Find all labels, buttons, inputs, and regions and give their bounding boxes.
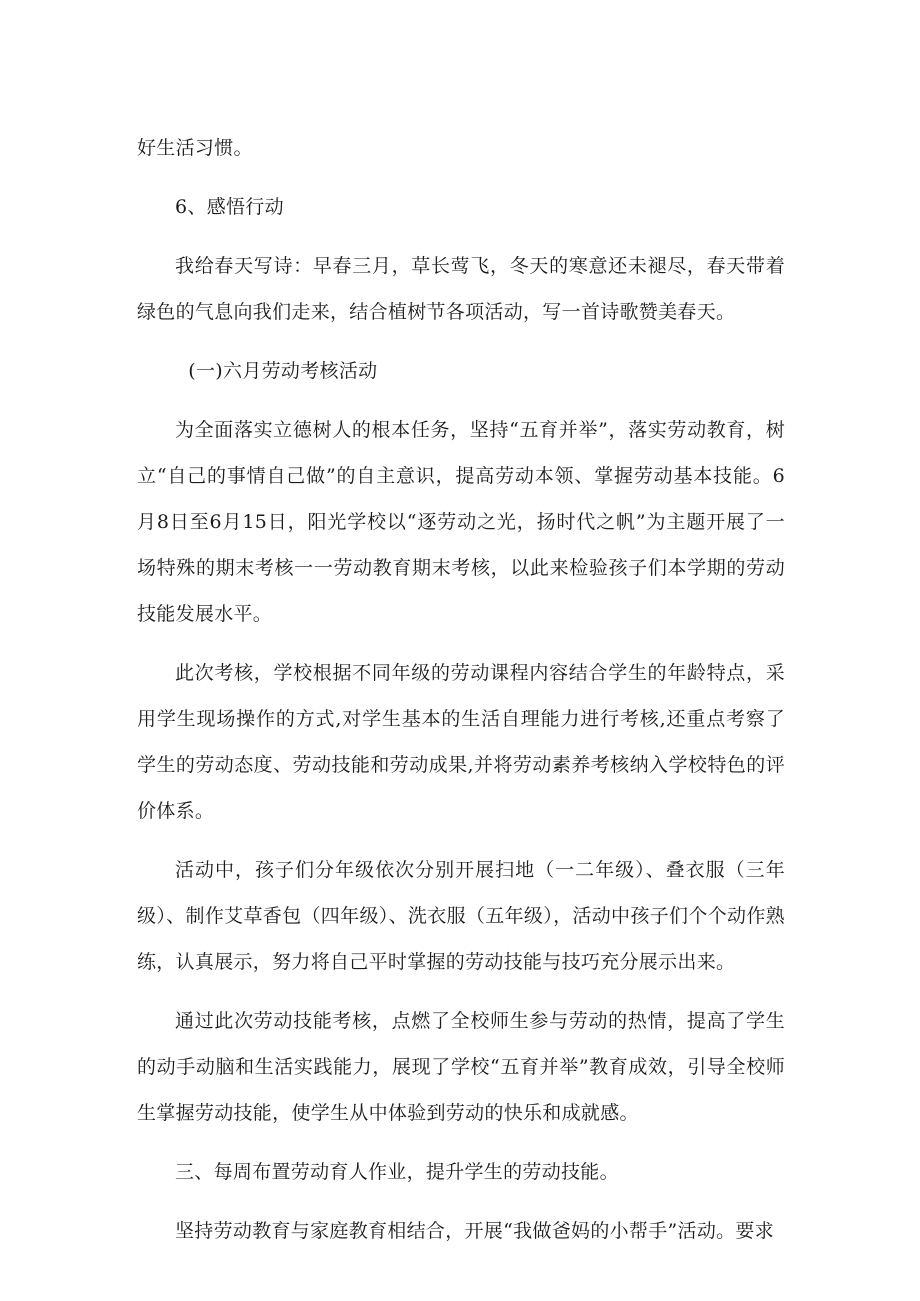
document-body (137, 125, 785, 1267)
section-heading-june-assessment: (一)六月劳动考核活动 (188, 360, 378, 382)
section-heading-6: 6、感悟行动 (175, 196, 284, 218)
paragraph-spring-poem: 我给春天写诗：早春三月，草长莺飞，冬天的寒意还未褪尽，春天带着绿色的气息向我们走来，结合植树节各项活动，写一首诗歌赞美春天。 (137, 255, 785, 323)
paragraph-family-education: 坚持劳动教育与家庭教育相结合，开展“我做爸妈的小帮手”活动。要求 (175, 1220, 775, 1242)
paragraph-assessment-intro: 为全面落实立德树人的根本任务，坚持“五育并举”，落实劳动教育，树立“自己的事情自己做”的自主意识，提高劳动本领、掌握劳动基本技能。6月8日至6月15日，阳光学校以“逐劳动之光，扬时代之帆”为主题开展了一场特殊的期末考核一一劳动教育期末考核，以此来检验孩子们本学期的劳动技能发展水平。 (137, 419, 785, 625)
paragraph-activities: 活动中，孩子们分年级依次分别开展扫地（一二年级）、叠衣服（三年级）、制作艾草香包（四年级）、洗衣服（五年级），活动中孩子们个个动作熟练，认真展示，努力将自己平时掌握的劳动技能与技巧充分展示出来。 (137, 859, 785, 973)
paragraph-assessment-method: 此次考核，学校根据不同年级的劳动课程内容结合学生的年龄特点，采用学生现场操作的方式,对学生基本的生活自理能力进行考核,还重点考察了学生的劳动态度、劳动技能和劳动成果,并将劳动素养考核纳入学校特色的评价体系。 (137, 662, 785, 822)
paragraph-continuation: 好生活习惯。 (137, 137, 253, 159)
paragraph-outcome: 通过此次劳动技能考核，点燃了全校师生参与劳动的热情，提高了学生的动手动脑和生活实践能力，展现了学校“五育并举”教育成效，引导全校师生掌握劳动技能，使学生从中体验到劳动的快乐和成就感。 (137, 1010, 785, 1124)
section-heading-3: 三、每周布置劳动育人作业，提升学生的劳动技能。 (175, 1161, 619, 1183)
